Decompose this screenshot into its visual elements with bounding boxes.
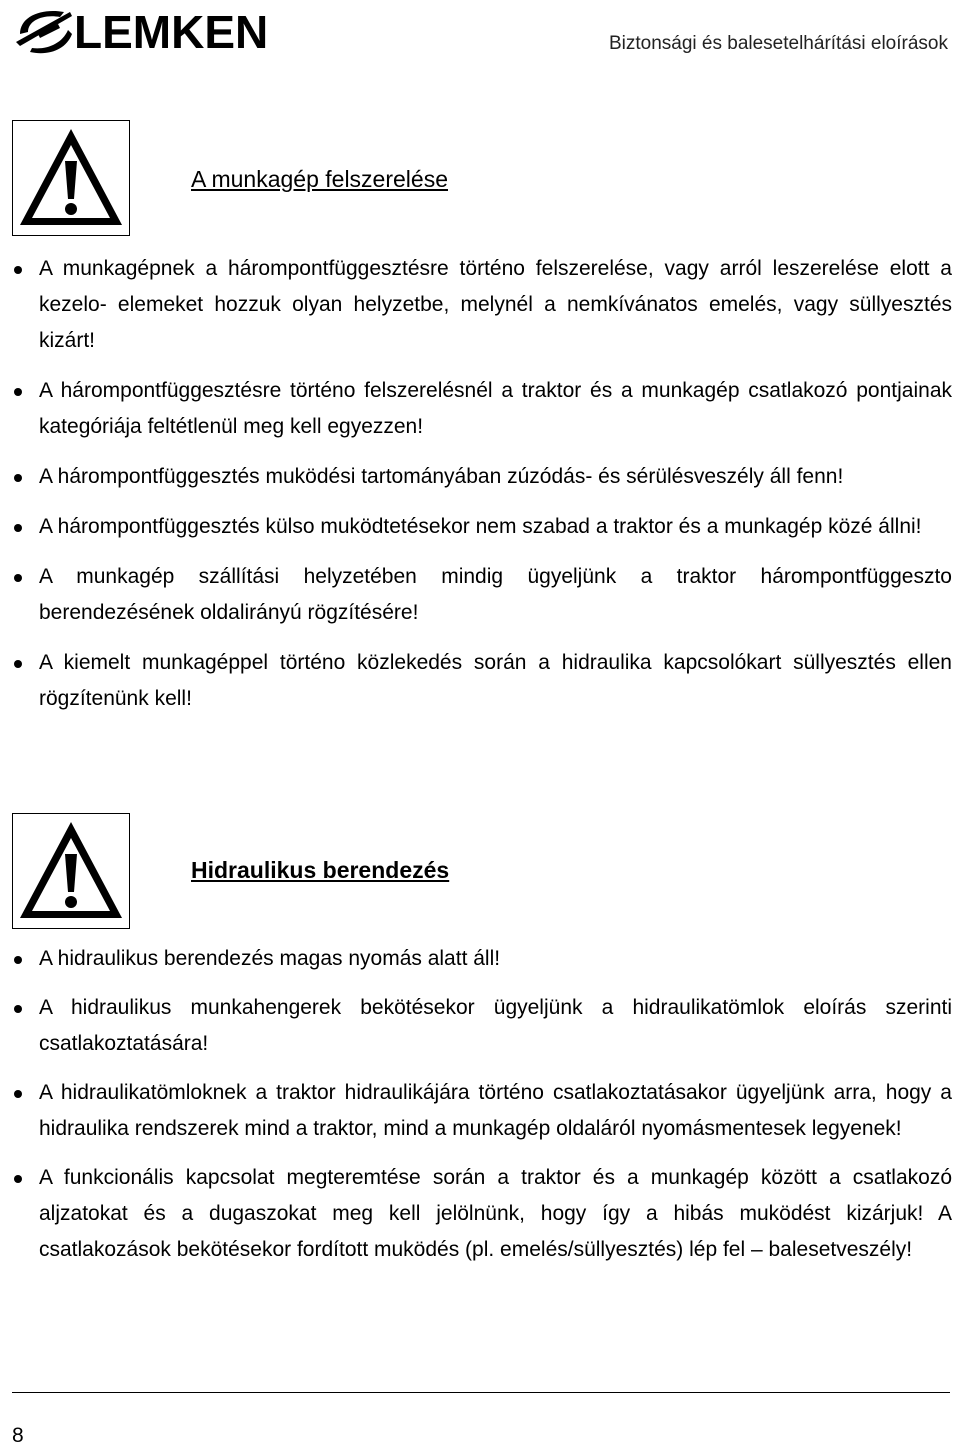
- section-title-attachment: A munkagép felszerelése: [191, 166, 448, 192]
- warning-triangle-icon: [16, 818, 126, 926]
- page-number: 8: [12, 1424, 24, 1447]
- footer-divider: [12, 1392, 950, 1393]
- list-item: A munkagépnek a hárompontfüggesztésre történo felszerelése, vagy arról leszerelése elott a kezelo- elemeket hozzuk olyan helyzetbe, melynél a nemkívánatos emelés, vagy süllyesztés kizárt!: [12, 251, 952, 359]
- page-header: [0, 0, 960, 70]
- list-item: A kiemelt munkagéppel történo közlekedés során a hidraulika kapcsolókart süllyesztés ellen rögzítenünk kell!: [12, 645, 952, 717]
- warning-sign-box: [12, 813, 130, 929]
- warning-triangle-icon: [16, 125, 126, 233]
- safety-list-hydraulics: [12, 941, 952, 1281]
- list-item: A hidraulikus munkahengerek bekötésekor ügyeljünk a hidraulikatömlok eloírás szerinti csatlakoztatására!: [12, 990, 952, 1062]
- section-title-hydraulics: Hidraulikus berendezés: [191, 857, 450, 883]
- list-item: A munkagép szállítási helyzetében mindig ügyeljünk a traktor hárompontfüggeszto berendezésének oldalirányú rögzítésére!: [12, 559, 952, 631]
- list-item: A hárompontfüggesztésre történo felszerelésnél a traktor és a munkagép csatlakozó pontjainak kategóriája feltétlenül meg kell egyezzen!: [12, 373, 952, 445]
- header-title: Biztonsági és balesetelhárítási eloírások: [608, 33, 948, 54]
- safety-list-attachment: [12, 251, 952, 731]
- list-item: A hidraulikatömloknek a traktor hidraulikájára történo csatlakoztatásakor ügyeljünk arra, hogy a hidraulika rendszerek mind a traktor, mind a munkagép oldaláról nyomásmentesek legyenek!: [12, 1075, 952, 1147]
- list-item: A hidraulikus berendezés magas nyomás alatt áll!: [12, 941, 952, 977]
- list-item: A hárompontfüggesztés muködési tartományában zúzódás- és sérülésveszély áll fenn!: [12, 459, 952, 495]
- warning-sign-box: [12, 120, 130, 236]
- list-item: A funkcionális kapcsolat megteremtése során a traktor és a munkagép között a csatlakozó aljzatokat és a dugaszokat meg kell jelölnünk, hogy így a hibás muködést kizárjuk! A csatlakozások bekötésekor fordított muködés (pl. emelés/süllyesztés) lép fel – balesetveszély!: [12, 1160, 952, 1268]
- list-item: A hárompontfüggesztés külso muködtetésekor nem szabad a traktor és a munkagép közé állni!: [12, 509, 952, 545]
- svg-text:LEMKEN: LEMKEN: [74, 6, 269, 56]
- lemken-logo: [12, 4, 302, 56]
